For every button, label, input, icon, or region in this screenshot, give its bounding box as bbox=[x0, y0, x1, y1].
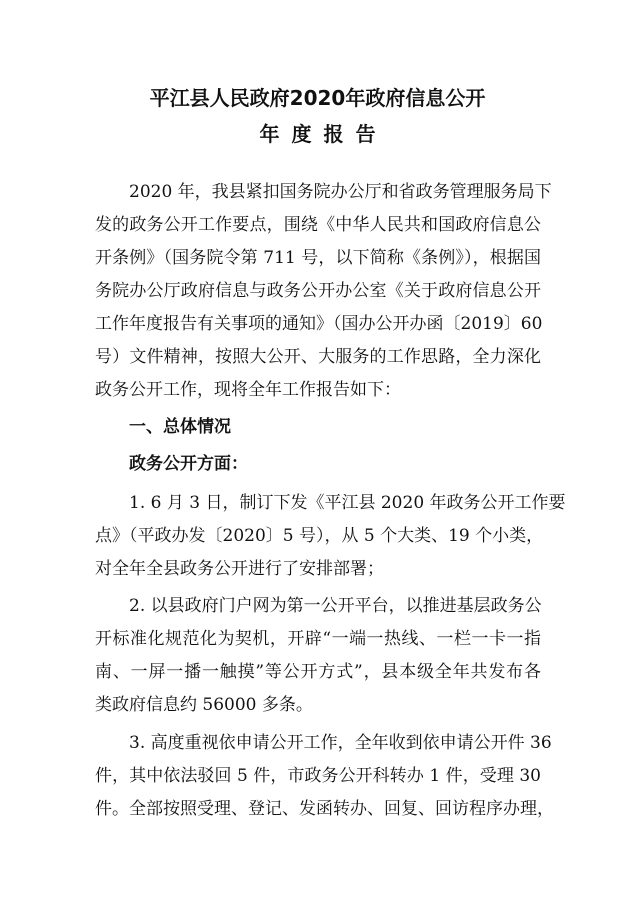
paragraph-line: 件。全部按照受理、登记、发函转办、回复、回访程序办理， bbox=[95, 799, 554, 819]
paragraph-line: 类政府信息约 56000 多条。 bbox=[95, 695, 313, 715]
paragraph-line: 开标准化规范化为契机，开辟“一端一热线、一栏一卡一指 bbox=[95, 629, 541, 649]
paragraph-line: 2. 以县政府门户网为第一公开平台，以推进基层政务公 bbox=[95, 596, 542, 616]
paragraph-line: 3. 高度重视依申请公开工作，全年收到依申请公开件 36 bbox=[95, 733, 552, 753]
paragraph-line: 开条例》（国务院令第 711 号，以下简称《条例》），根据国 bbox=[95, 248, 541, 268]
document-title: 平江县人民政府2020年政府信息公开 bbox=[149, 86, 486, 110]
paragraph-line: 点》（平政办发〔2020〕5 号），从 5 个大类、19 个小类， bbox=[95, 526, 544, 546]
paragraph-line: 南、一屏一播一触摸”等公开方式”，县本级全年共发布各 bbox=[95, 662, 541, 682]
paragraph-line: 工作年度报告有关事项的通知》（国办公开办函〔2019〕60 bbox=[95, 314, 543, 334]
paragraph-line: 2020 年，我县紧扣国务院办公厅和省政务管理服务局下 bbox=[95, 182, 552, 202]
paragraph-line: 1. 6 月 3 日，制订下发《平江县 2020 年政务公开工作要 bbox=[95, 493, 566, 513]
subsection-heading: 政务公开方面： bbox=[129, 454, 248, 474]
section-heading: 一、总体情况 bbox=[129, 417, 231, 437]
document-title-subtitle: 年度报告 bbox=[259, 122, 388, 146]
paragraph-line: 发的政务公开工作要点，围绕《中华人民共和国政府信息公 bbox=[95, 215, 541, 235]
paragraph-line: 号）文件精神，按照大公开、大服务的工作思路，全力深化 bbox=[95, 347, 541, 367]
paragraph-line: 政务公开工作，现将全年工作报告如下： bbox=[95, 380, 401, 400]
paragraph-line: 务院办公厅政府信息与政务公开办公室《关于政府信息公开 bbox=[95, 281, 541, 301]
paragraph-line: 件，其中依法驳回 5 件，市政务公开科转办 1 件，受理 30 bbox=[95, 766, 541, 786]
paragraph-line: 对全年全县政务公开进行了安排部署； bbox=[95, 559, 384, 579]
